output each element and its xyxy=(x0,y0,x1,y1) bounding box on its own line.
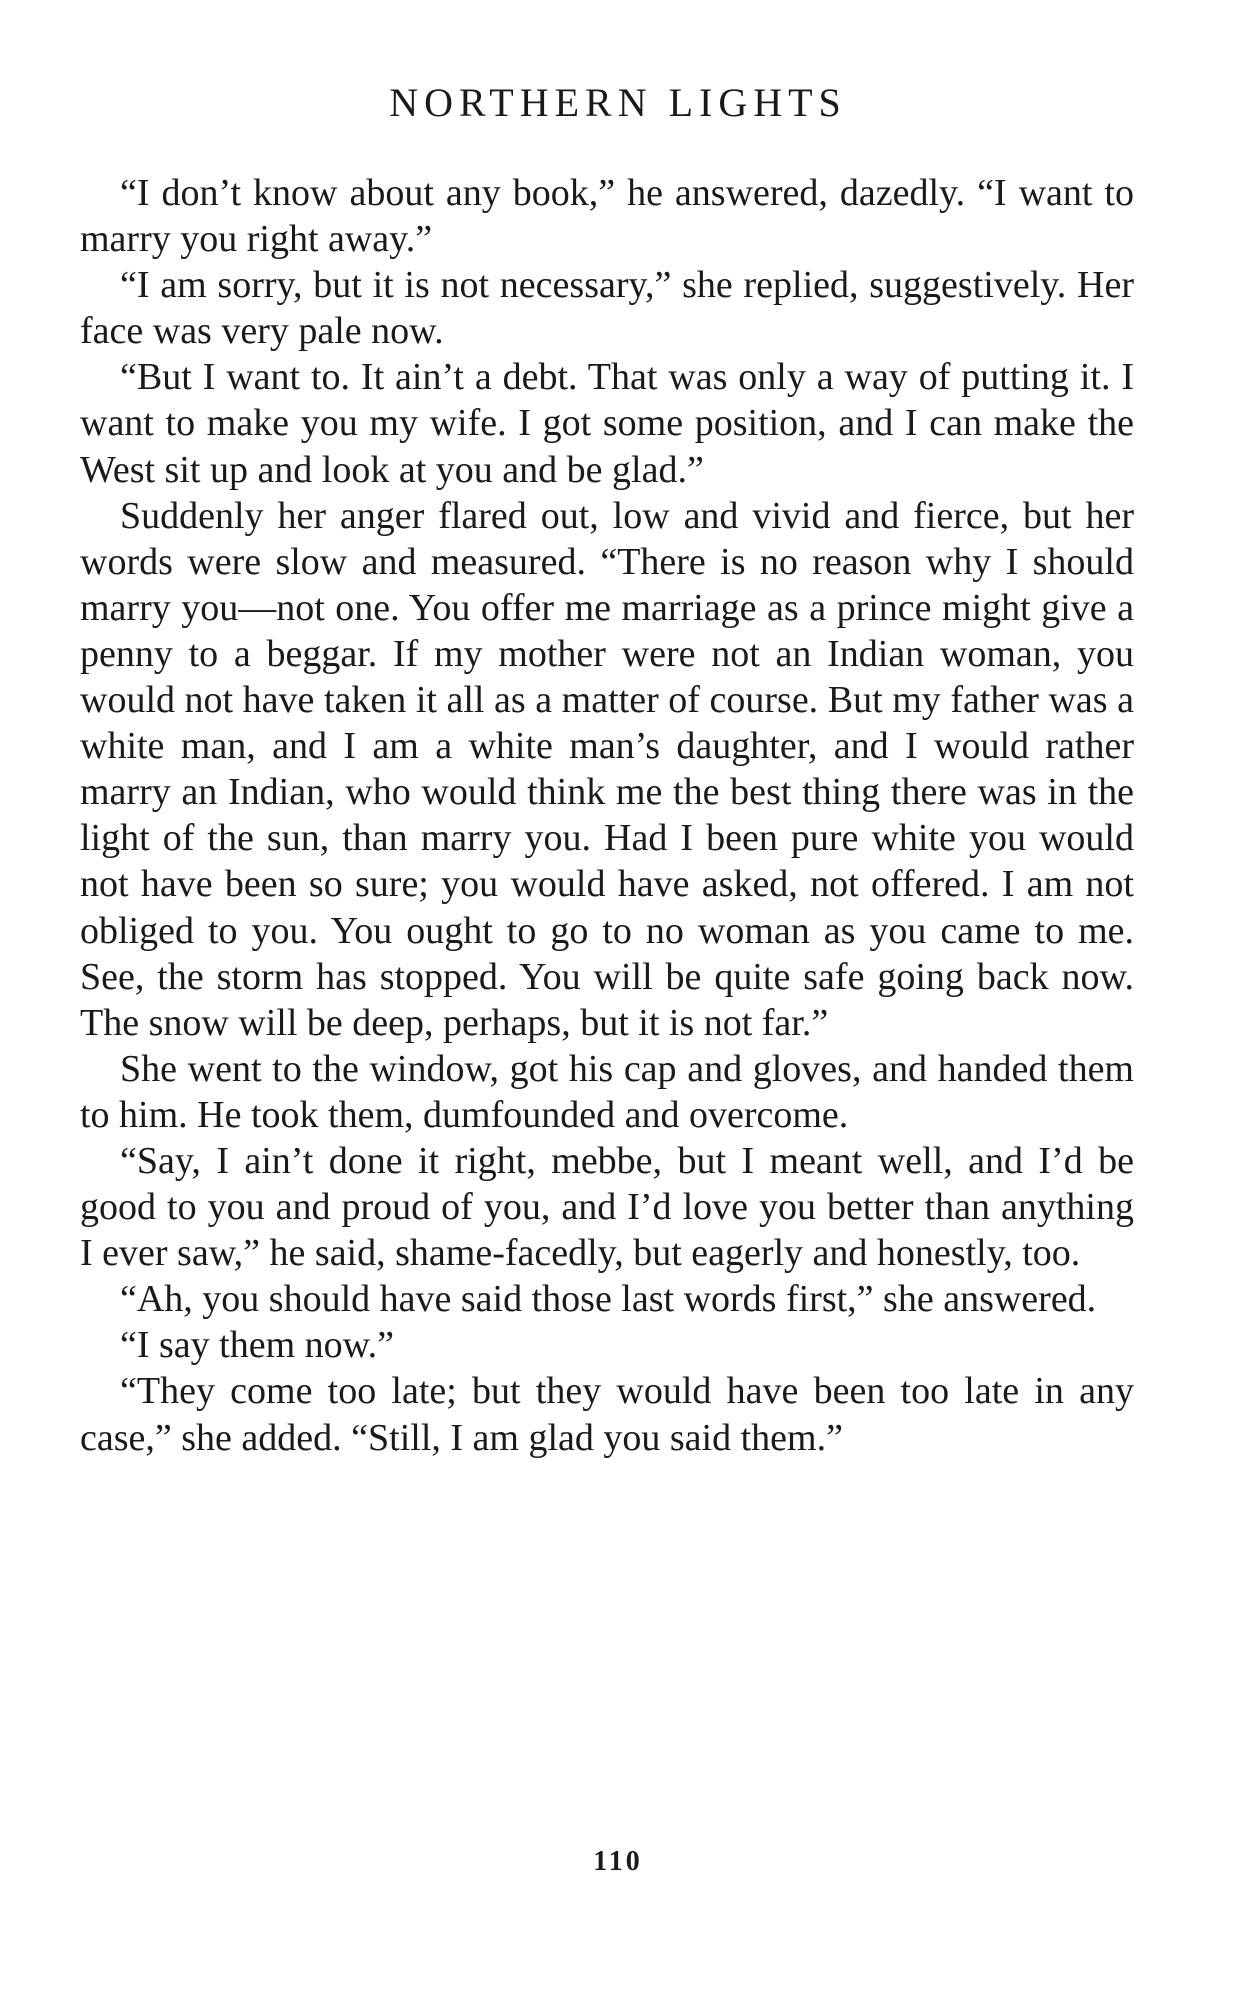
paragraph: “They come too late; but they would have been too late in any case,” she added. “Still, I am glad you said them.” xyxy=(80,1370,1134,1459)
paragraph: “I am sorry, but it is not necessary,” she replied, suggestively. Her face was very pale now. xyxy=(80,264,1134,353)
page-number: 110 xyxy=(593,1846,643,1877)
running-head-title: NORTHERN LIGHTS xyxy=(389,80,847,125)
paragraph: “I don’t know about any book,” he answered, dazedly. “I want to marry you right away.” xyxy=(80,172,1134,261)
paragraph: “Ah, you should have said those last words first,” she answered. xyxy=(120,1278,1097,1321)
paragraph: Suddenly her anger flared out, low and vivid and fierce, but her words were slow and measured. “There is no reason why I should marry you—not one. You offer me marriage as a prince might give a penny to a beggar. If my mother were not an Indian woman, you would not have taken it all as a matter of course. But my father was a white man, and I am a white man’s daughter, and I would rather marry an Indian, who would think me the best thing there was in the light of the sun, than marry you. Had I been pure white you would not have been so sure; you would have asked, not offered. I am not obliged to you. You ought to go to no woman as you came to me. See, the storm has stopped. You will be quite safe going back now. The snow will be deep, perhaps, but it is not far.” xyxy=(80,494,1134,1044)
paragraph: “Say, I ain’t done it right, mebbe, but I meant well, and I’d be good to you and proud of you, and I’d love you better than anything I ever saw,” he said, shame-facedly, but eagerly and honestly, too. xyxy=(80,1139,1134,1275)
body-text xyxy=(80,170,1134,1461)
paragraph: “But I want to. It ain’t a debt. That was only a way of putting it. I want to make you my wife. I got some position, and I can make the West sit up and look at you and be glad.” xyxy=(80,356,1134,491)
paragraph: “I say them now.” xyxy=(120,1324,394,1367)
paragraph: She went to the window, got his cap and gloves, and handed them to him. He took them, dumfounded and overcome. xyxy=(80,1047,1134,1136)
